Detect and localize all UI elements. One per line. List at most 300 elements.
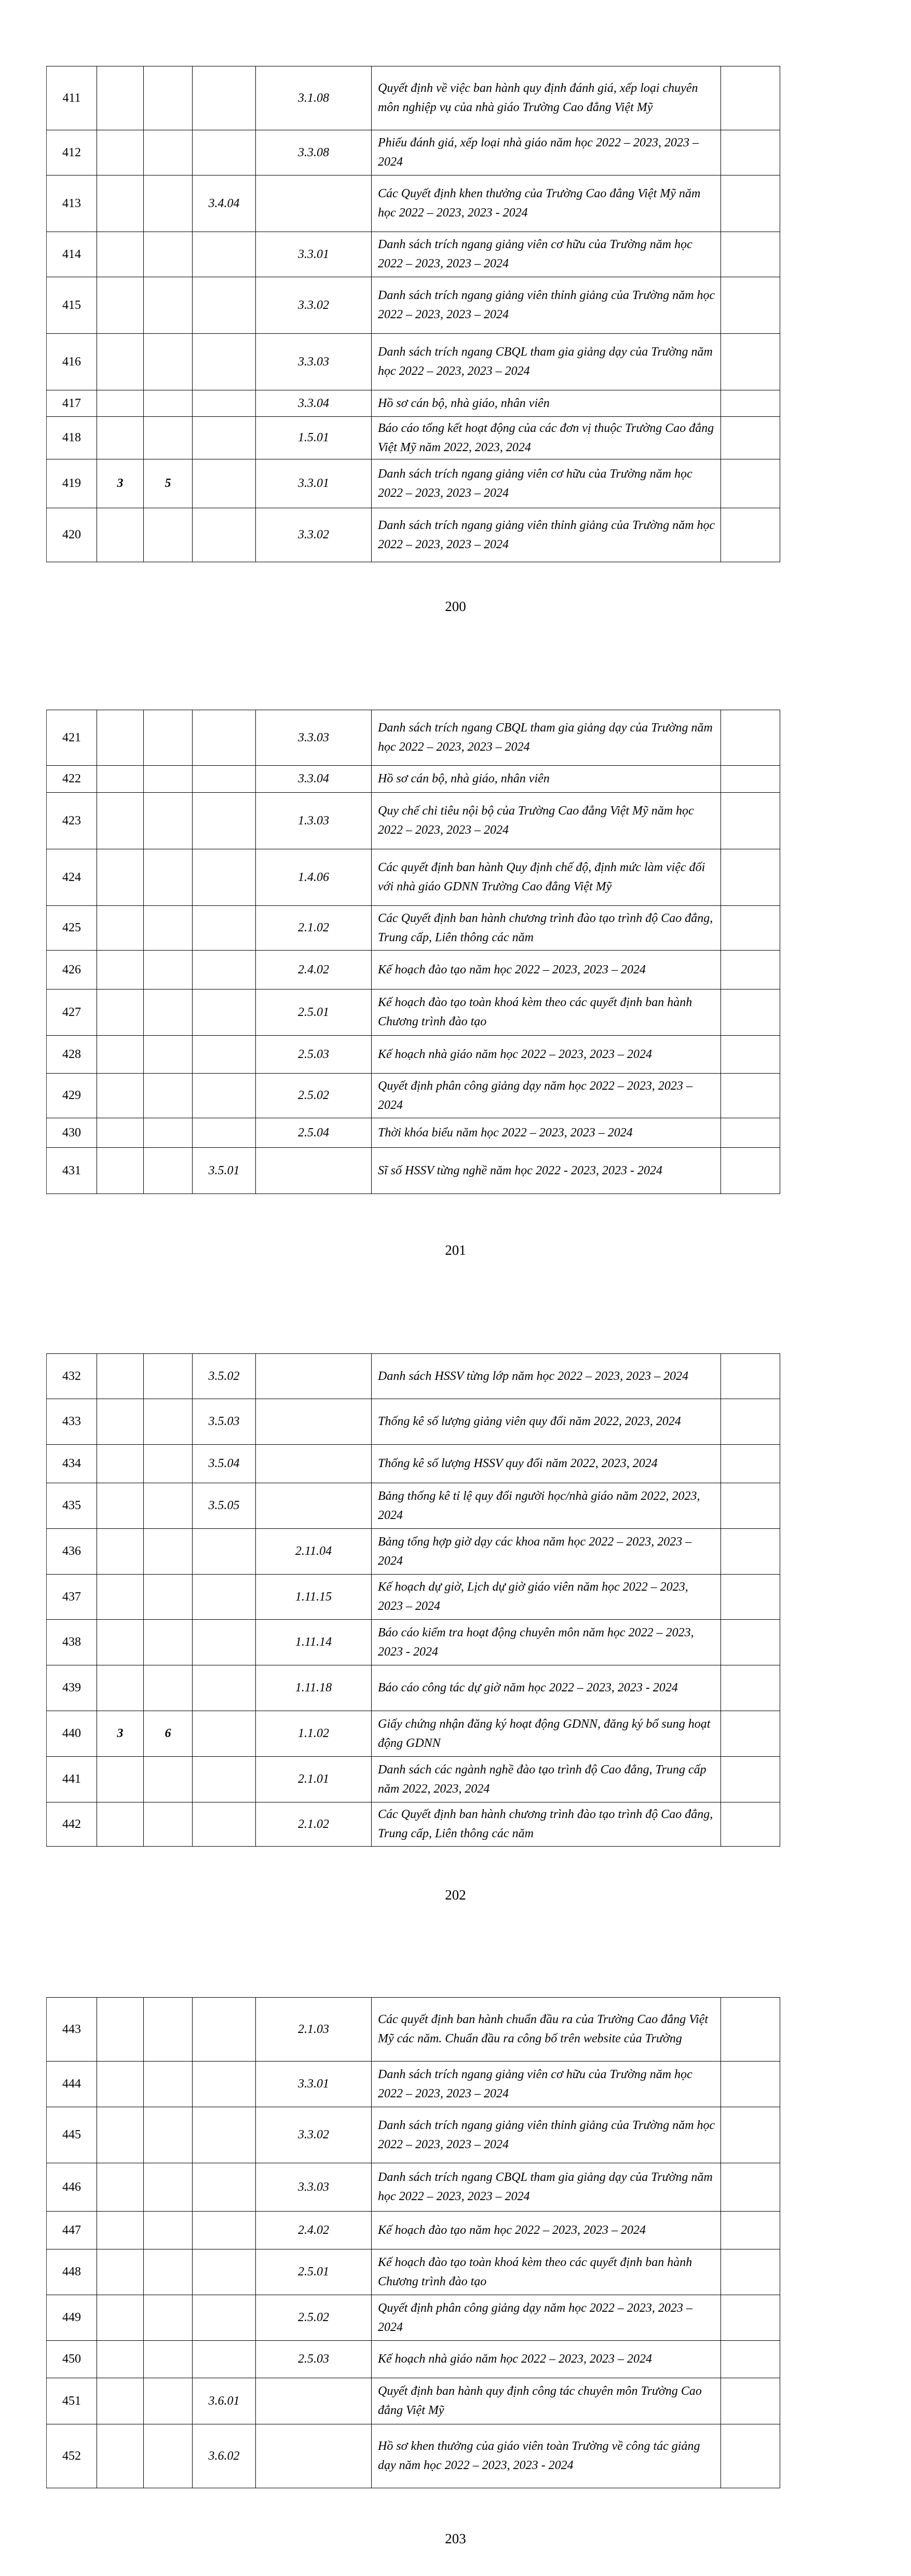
- table-row: [47, 2249, 780, 2295]
- standard-cell: [144, 2107, 193, 2163]
- standard-cell: [144, 334, 193, 390]
- document-description-cell: Quy chế chi tiêu nội bộ của Trường Cao đẳng Việt Mỹ năm học 2022 – 2023, 2023 – 2024: [372, 793, 721, 849]
- table-row: [47, 508, 780, 562]
- standard-cell: [144, 710, 193, 766]
- related-code-cell: [256, 2378, 372, 2424]
- related-code-cell: 3.3.01: [256, 459, 372, 508]
- row-number-cell: 449: [47, 2295, 97, 2341]
- evidence-code-cell: 3.5.01: [193, 1148, 256, 1194]
- standard-cell: [144, 1118, 193, 1148]
- document-description-cell: Các Quyết định ban hành chương trình đào tạo trình độ Cao đẳng, Trung cấp, Liên thông các năm: [372, 1802, 721, 1847]
- notes-cell: [721, 1529, 780, 1575]
- related-code-cell: 3.3.08: [256, 130, 372, 175]
- criterion-cell: [97, 1802, 144, 1847]
- related-code-cell: [256, 1148, 372, 1194]
- document-description-cell: Danh sách trích ngang giảng viên cơ hữu của Trường năm học 2022 – 2023, 2023 – 2024: [372, 459, 721, 508]
- table-row: [47, 2295, 780, 2341]
- table-row: [47, 766, 780, 793]
- notes-cell: [721, 2249, 780, 2295]
- table-row: [47, 1148, 780, 1194]
- row-number-cell: 413: [47, 175, 97, 232]
- table-row: [47, 334, 780, 390]
- document-description-cell: Hồ sơ cán bộ, nhà giáo, nhân viên: [372, 390, 721, 417]
- evidence-code-cell: [193, 2062, 256, 2107]
- row-number-cell: 440: [47, 1711, 97, 1757]
- document-description-cell: Kế hoạch đào tạo toàn khoá kèm theo các quyết định ban hành Chương trình đào tạo: [372, 989, 721, 1036]
- table-row: [47, 390, 780, 417]
- document-description-cell: Báo cáo tổng kết hoạt động của các đơn vị thuộc Trường Cao đẳng Việt Mỹ năm 2022, 2023, 2024: [372, 417, 721, 459]
- related-code-cell: 3.3.04: [256, 766, 372, 793]
- criterion-cell: 3: [97, 459, 144, 508]
- related-code-cell: 1.11.14: [256, 1620, 372, 1665]
- evidence-code-cell: [193, 1757, 256, 1802]
- table-row: [47, 2212, 780, 2249]
- row-number-cell: 432: [47, 1354, 97, 1399]
- evidence-code-cell: 3.5.02: [193, 1354, 256, 1399]
- notes-cell: [721, 334, 780, 390]
- criterion-cell: [97, 130, 144, 175]
- evidence-code-cell: [193, 390, 256, 417]
- notes-cell: [721, 508, 780, 562]
- related-code-cell: 2.5.02: [256, 1074, 372, 1118]
- criterion-cell: [97, 951, 144, 989]
- evidence-code-cell: [193, 508, 256, 562]
- notes-cell: [721, 2062, 780, 2107]
- notes-cell: [721, 175, 780, 232]
- related-code-cell: 2.5.03: [256, 2341, 372, 2378]
- document-description-cell: Bảng thống kê tỉ lệ quy đổi người học/nhà giáo năm 2022, 2023, 2024: [372, 1483, 721, 1529]
- row-number-cell: 417: [47, 390, 97, 417]
- row-number-cell: 416: [47, 334, 97, 390]
- table-row: [47, 849, 780, 906]
- standard-cell: 6: [144, 1711, 193, 1757]
- document-description-cell: Thời khóa biểu năm học 2022 – 2023, 2023 – 2024: [372, 1118, 721, 1148]
- evidence-code-cell: [193, 1665, 256, 1711]
- table-row: [47, 130, 780, 175]
- evidence-code-cell: [193, 417, 256, 459]
- standard-cell: [144, 2249, 193, 2295]
- row-number-cell: 411: [47, 66, 97, 130]
- table-row: [47, 1575, 780, 1620]
- related-code-cell: 3.3.02: [256, 508, 372, 562]
- criterion-cell: [97, 417, 144, 459]
- row-number-cell: 430: [47, 1118, 97, 1148]
- evidence-code-cell: 3.5.04: [193, 1445, 256, 1483]
- standard-cell: [144, 232, 193, 277]
- table-row: [47, 906, 780, 951]
- table-row: [47, 1711, 780, 1757]
- related-code-cell: 3.3.01: [256, 2062, 372, 2107]
- document-description-cell: Danh sách trích ngang giảng viên thỉnh giảng của Trường năm học 2022 – 2023, 2023 – 2024: [372, 508, 721, 562]
- notes-cell: [721, 459, 780, 508]
- criterion-cell: [97, 1354, 144, 1399]
- notes-cell: [721, 1483, 780, 1529]
- row-number-cell: 435: [47, 1483, 97, 1529]
- standard-cell: [144, 849, 193, 906]
- document-description-cell: Bảng tổng hợp giờ dạy các khoa năm học 2022 – 2023, 2023 – 2024: [372, 1529, 721, 1575]
- criterion-cell: [97, 766, 144, 793]
- row-number-cell: 451: [47, 2378, 97, 2424]
- related-code-cell: 2.1.01: [256, 1757, 372, 1802]
- related-code-cell: 3.3.03: [256, 710, 372, 766]
- related-code-cell: 2.1.02: [256, 1802, 372, 1847]
- notes-cell: [721, 1998, 780, 2062]
- notes-cell: [721, 1399, 780, 1445]
- document-description-cell: Kế hoạch đào tạo năm học 2022 – 2023, 2023 – 2024: [372, 951, 721, 989]
- document-description-cell: Danh sách các ngành nghề đào tạo trình độ Cao đẳng, Trung cấp năm 2022, 2023, 2024: [372, 1757, 721, 1802]
- notes-cell: [721, 2341, 780, 2378]
- evidence-code-cell: [193, 2249, 256, 2295]
- row-number-cell: 429: [47, 1074, 97, 1118]
- standard-cell: [144, 766, 193, 793]
- related-code-cell: 2.5.02: [256, 2295, 372, 2341]
- related-code-cell: [256, 1354, 372, 1399]
- notes-cell: [721, 1036, 780, 1074]
- criterion-cell: [97, 1074, 144, 1118]
- related-code-cell: 1.11.15: [256, 1575, 372, 1620]
- standard-cell: [144, 906, 193, 951]
- standard-cell: [144, 1483, 193, 1529]
- related-code-cell: 1.11.18: [256, 1665, 372, 1711]
- table-row: [47, 2107, 780, 2163]
- row-number-cell: 419: [47, 459, 97, 508]
- standard-cell: [144, 2062, 193, 2107]
- evidence-code-cell: 3.5.05: [193, 1483, 256, 1529]
- table-row: [47, 66, 780, 130]
- page-number: 202: [445, 1887, 466, 1903]
- table-row: [47, 710, 780, 766]
- related-code-cell: 3.3.01: [256, 232, 372, 277]
- row-number-cell: 424: [47, 849, 97, 906]
- criterion-cell: [97, 1998, 144, 2062]
- notes-cell: [721, 1757, 780, 1802]
- standard-cell: [144, 2295, 193, 2341]
- evidence-code-cell: [193, 2212, 256, 2249]
- evidence-table: [46, 66, 780, 562]
- table-row: [47, 1074, 780, 1118]
- row-number-cell: 442: [47, 1802, 97, 1847]
- evidence-code-cell: [193, 1118, 256, 1148]
- evidence-code-cell: [193, 66, 256, 130]
- document-description-cell: Thống kê số lượng giảng viên quy đổi năm 2022, 2023, 2024: [372, 1399, 721, 1445]
- evidence-table: [46, 1353, 780, 1847]
- criterion-cell: [97, 1399, 144, 1445]
- standard-cell: [144, 1074, 193, 1118]
- table-row: [47, 175, 780, 232]
- criterion-cell: [97, 1620, 144, 1665]
- evidence-code-cell: 3.6.02: [193, 2424, 256, 2488]
- document-description-cell: Danh sách trích ngang CBQL tham gia giảng dạy của Trường năm học 2022 – 2023, 2023 – 2024: [372, 334, 721, 390]
- document-description-cell: Quyết định ban hành quy định công tác chuyên môn Trường Cao đẳng Việt Mỹ: [372, 2378, 721, 2424]
- criterion-cell: [97, 989, 144, 1036]
- row-number-cell: 434: [47, 1445, 97, 1483]
- table-row: [47, 2341, 780, 2378]
- standard-cell: 5: [144, 459, 193, 508]
- document-description-cell: Kế hoạch nhà giáo năm học 2022 – 2023, 2023 – 2024: [372, 1036, 721, 1074]
- related-code-cell: 1.4.06: [256, 849, 372, 906]
- row-number-cell: 439: [47, 1665, 97, 1711]
- evidence-table: [46, 1997, 780, 2488]
- standard-cell: [144, 793, 193, 849]
- standard-cell: [144, 1148, 193, 1194]
- evidence-code-cell: 3.4.04: [193, 175, 256, 232]
- evidence-code-cell: [193, 1620, 256, 1665]
- evidence-code-cell: [193, 2341, 256, 2378]
- row-number-cell: 441: [47, 1757, 97, 1802]
- evidence-code-cell: [193, 1074, 256, 1118]
- row-number-cell: 414: [47, 232, 97, 277]
- related-code-cell: 3.3.02: [256, 277, 372, 334]
- document-description-cell: Phiếu đánh giá, xếp loại nhà giáo năm học 2022 – 2023, 2023 – 2024: [372, 130, 721, 175]
- table-row: [47, 1620, 780, 1665]
- document-description-cell: Báo cáo công tác dự giờ năm học 2022 – 2023, 2023 - 2024: [372, 1665, 721, 1711]
- standard-cell: [144, 2212, 193, 2249]
- criterion-cell: [97, 2378, 144, 2424]
- row-number-cell: 420: [47, 508, 97, 562]
- related-code-cell: 3.1.08: [256, 66, 372, 130]
- criterion-cell: [97, 2107, 144, 2163]
- document-description-cell: Các Quyết định ban hành chương trình đào tạo trình độ Cao đẳng, Trung cấp, Liên thông các năm: [372, 906, 721, 951]
- criterion-cell: [97, 1575, 144, 1620]
- standard-cell: [144, 2424, 193, 2488]
- document-description-cell: Danh sách trích ngang CBQL tham gia giảng dạy của Trường năm học 2022 – 2023, 2023 – 2024: [372, 2163, 721, 2212]
- row-number-cell: 433: [47, 1399, 97, 1445]
- criterion-cell: [97, 334, 144, 390]
- row-number-cell: 425: [47, 906, 97, 951]
- notes-cell: [721, 2163, 780, 2212]
- related-code-cell: 2.5.03: [256, 1036, 372, 1074]
- criterion-cell: [97, 1118, 144, 1148]
- related-code-cell: [256, 1445, 372, 1483]
- table-row: [47, 989, 780, 1036]
- evidence-code-cell: [193, 334, 256, 390]
- notes-cell: [721, 1665, 780, 1711]
- criterion-cell: [97, 1483, 144, 1529]
- table-row: [47, 1998, 780, 2062]
- document-description-cell: Kế hoạch đào tạo năm học 2022 – 2023, 2023 – 2024: [372, 2212, 721, 2249]
- standard-cell: [144, 130, 193, 175]
- row-number-cell: 446: [47, 2163, 97, 2212]
- document-description-cell: Các quyết định ban hành chuẩn đầu ra của Trường Cao đẳng Việt Mỹ các năm. Chuẩn đầu ra công bố trên website của Trường: [372, 1998, 721, 2062]
- notes-cell: [721, 277, 780, 334]
- table-row: [47, 2424, 780, 2488]
- document-description-cell: Hồ sơ khen thưởng của giáo viên toàn Trường về công tác giảng dạy năm học 2022 – 2023, 2023 - 2024: [372, 2424, 721, 2488]
- evidence-code-cell: [193, 989, 256, 1036]
- row-number-cell: 418: [47, 417, 97, 459]
- notes-cell: [721, 2107, 780, 2163]
- criterion-cell: [97, 508, 144, 562]
- notes-cell: [721, 1711, 780, 1757]
- standard-cell: [144, 2341, 193, 2378]
- standard-cell: [144, 1445, 193, 1483]
- standard-cell: [144, 1802, 193, 1847]
- evidence-code-cell: [193, 849, 256, 906]
- table-row: [47, 1445, 780, 1483]
- table-row: [47, 459, 780, 508]
- document-description-cell: Quyết định phân công giảng dạy năm học 2022 – 2023, 2023 – 2024: [372, 1074, 721, 1118]
- document-description-cell: Danh sách trích ngang CBQL tham gia giảng dạy của Trường năm học 2022 – 2023, 2023 – 2024: [372, 710, 721, 766]
- evidence-code-cell: [193, 2295, 256, 2341]
- table-row: [47, 1036, 780, 1074]
- notes-cell: [721, 2295, 780, 2341]
- evidence-code-cell: [193, 232, 256, 277]
- row-number-cell: 448: [47, 2249, 97, 2295]
- notes-cell: [721, 1074, 780, 1118]
- row-number-cell: 437: [47, 1575, 97, 1620]
- criterion-cell: [97, 2163, 144, 2212]
- criterion-cell: [97, 1529, 144, 1575]
- notes-cell: [721, 1575, 780, 1620]
- table-row: [47, 951, 780, 989]
- related-code-cell: [256, 1483, 372, 1529]
- table-row: [47, 2163, 780, 2212]
- table-row: [47, 2062, 780, 2107]
- standard-cell: [144, 1998, 193, 2062]
- evidence-code-cell: 3.5.03: [193, 1399, 256, 1445]
- notes-cell: [721, 906, 780, 951]
- standard-cell: [144, 1529, 193, 1575]
- row-number-cell: 452: [47, 2424, 97, 2488]
- page-number: 201: [445, 1242, 466, 1258]
- notes-cell: [721, 2378, 780, 2424]
- document-description-cell: Các quyết định ban hành Quy định chế độ, định mức làm việc đối với nhà giáo GDNN Trường Cao đẳng Việt Mỹ: [372, 849, 721, 906]
- row-number-cell: 450: [47, 2341, 97, 2378]
- table-row: [47, 1665, 780, 1711]
- row-number-cell: 421: [47, 710, 97, 766]
- document-description-cell: Hồ sơ cán bộ, nhà giáo, nhân viên: [372, 766, 721, 793]
- table-row: [47, 1757, 780, 1802]
- row-number-cell: 444: [47, 2062, 97, 2107]
- table-row: [47, 1399, 780, 1445]
- standard-cell: [144, 989, 193, 1036]
- standard-cell: [144, 1665, 193, 1711]
- criterion-cell: [97, 2249, 144, 2295]
- notes-cell: [721, 2212, 780, 2249]
- evidence-table: [46, 710, 780, 1194]
- notes-cell: [721, 1354, 780, 1399]
- evidence-code-cell: [193, 277, 256, 334]
- criterion-cell: [97, 175, 144, 232]
- standard-cell: [144, 1036, 193, 1074]
- evidence-code-cell: [193, 2163, 256, 2212]
- criterion-cell: [97, 390, 144, 417]
- page-number: 200: [445, 599, 466, 614]
- standard-cell: [144, 175, 193, 232]
- evidence-code-cell: [193, 1802, 256, 1847]
- document-description-cell: Kế hoạch nhà giáo năm học 2022 – 2023, 2023 – 2024: [372, 2341, 721, 2378]
- notes-cell: [721, 793, 780, 849]
- row-number-cell: 422: [47, 766, 97, 793]
- related-code-cell: 2.1.03: [256, 1998, 372, 2062]
- related-code-cell: [256, 2424, 372, 2488]
- criterion-cell: 3: [97, 1711, 144, 1757]
- standard-cell: [144, 390, 193, 417]
- evidence-code-cell: [193, 710, 256, 766]
- document-description-cell: Quyết định phân công giảng dạy năm học 2022 – 2023, 2023 – 2024: [372, 2295, 721, 2341]
- row-number-cell: 438: [47, 1620, 97, 1665]
- criterion-cell: [97, 906, 144, 951]
- criterion-cell: [97, 1036, 144, 1074]
- document-description-cell: Các Quyết định khen thưởng của Trường Cao đẳng Việt Mỹ năm học 2022 – 2023, 2023 - 2024: [372, 175, 721, 232]
- standard-cell: [144, 1620, 193, 1665]
- notes-cell: [721, 951, 780, 989]
- notes-cell: [721, 766, 780, 793]
- criterion-cell: [97, 793, 144, 849]
- criterion-cell: [97, 232, 144, 277]
- criterion-cell: [97, 2424, 144, 2488]
- related-code-cell: 3.3.03: [256, 334, 372, 390]
- related-code-cell: 2.4.02: [256, 2212, 372, 2249]
- criterion-cell: [97, 2062, 144, 2107]
- related-code-cell: 3.3.02: [256, 2107, 372, 2163]
- table-row: [47, 417, 780, 459]
- document-description-cell: Kế hoạch dự giờ, Lịch dự giờ giáo viên năm học 2022 – 2023, 2023 – 2024: [372, 1575, 721, 1620]
- notes-cell: [721, 417, 780, 459]
- standard-cell: [144, 2163, 193, 2212]
- document-description-cell: Danh sách HSSV từng lớp năm học 2022 – 2023, 2023 – 2024: [372, 1354, 721, 1399]
- evidence-code-cell: [193, 1036, 256, 1074]
- related-code-cell: 2.5.01: [256, 2249, 372, 2295]
- evidence-code-cell: [193, 459, 256, 508]
- notes-cell: [721, 66, 780, 130]
- notes-cell: [721, 1148, 780, 1194]
- document-description-cell: Danh sách trích ngang giảng viên thỉnh giảng của Trường năm học 2022 – 2023, 2023 – 2024: [372, 277, 721, 334]
- notes-cell: [721, 1802, 780, 1847]
- evidence-code-cell: [193, 1998, 256, 2062]
- related-code-cell: 1.5.01: [256, 417, 372, 459]
- standard-cell: [144, 508, 193, 562]
- criterion-cell: [97, 1757, 144, 1802]
- related-code-cell: 2.4.02: [256, 951, 372, 989]
- row-number-cell: 436: [47, 1529, 97, 1575]
- row-number-cell: 423: [47, 793, 97, 849]
- document-description-cell: Báo cáo kiểm tra hoạt động chuyên môn năm học 2022 – 2023, 2023 - 2024: [372, 1620, 721, 1665]
- standard-cell: [144, 417, 193, 459]
- notes-cell: [721, 989, 780, 1036]
- related-code-cell: [256, 175, 372, 232]
- related-code-cell: 3.3.04: [256, 390, 372, 417]
- related-code-cell: [256, 1399, 372, 1445]
- evidence-code-cell: 3.6.01: [193, 2378, 256, 2424]
- document-description-cell: Thống kê số lượng HSSV quy đổi năm 2022, 2023, 2024: [372, 1445, 721, 1483]
- notes-cell: [721, 710, 780, 766]
- standard-cell: [144, 66, 193, 130]
- standard-cell: [144, 1757, 193, 1802]
- evidence-code-cell: [193, 766, 256, 793]
- table-row: [47, 232, 780, 277]
- row-number-cell: 445: [47, 2107, 97, 2163]
- notes-cell: [721, 849, 780, 906]
- related-code-cell: 1.1.02: [256, 1711, 372, 1757]
- standard-cell: [144, 1354, 193, 1399]
- evidence-code-cell: [193, 1575, 256, 1620]
- criterion-cell: [97, 1665, 144, 1711]
- notes-cell: [721, 2424, 780, 2488]
- row-number-cell: 427: [47, 989, 97, 1036]
- row-number-cell: 428: [47, 1036, 97, 1074]
- row-number-cell: 415: [47, 277, 97, 334]
- evidence-code-cell: [193, 2107, 256, 2163]
- document-description-cell: Giấy chứng nhận đăng ký hoạt động GDNN, đăng ký bổ sung hoạt động GDNN: [372, 1711, 721, 1757]
- evidence-code-cell: [193, 1529, 256, 1575]
- document-description-cell: Danh sách trích ngang giảng viên thỉnh giảng của Trường năm học 2022 – 2023, 2023 – 2024: [372, 2107, 721, 2163]
- document-description-cell: Danh sách trích ngang giảng viên cơ hữu của Trường năm học 2022 – 2023, 2023 – 2024: [372, 232, 721, 277]
- evidence-code-cell: [193, 951, 256, 989]
- criterion-cell: [97, 66, 144, 130]
- notes-cell: [721, 130, 780, 175]
- evidence-code-cell: [193, 1711, 256, 1757]
- row-number-cell: 443: [47, 1998, 97, 2062]
